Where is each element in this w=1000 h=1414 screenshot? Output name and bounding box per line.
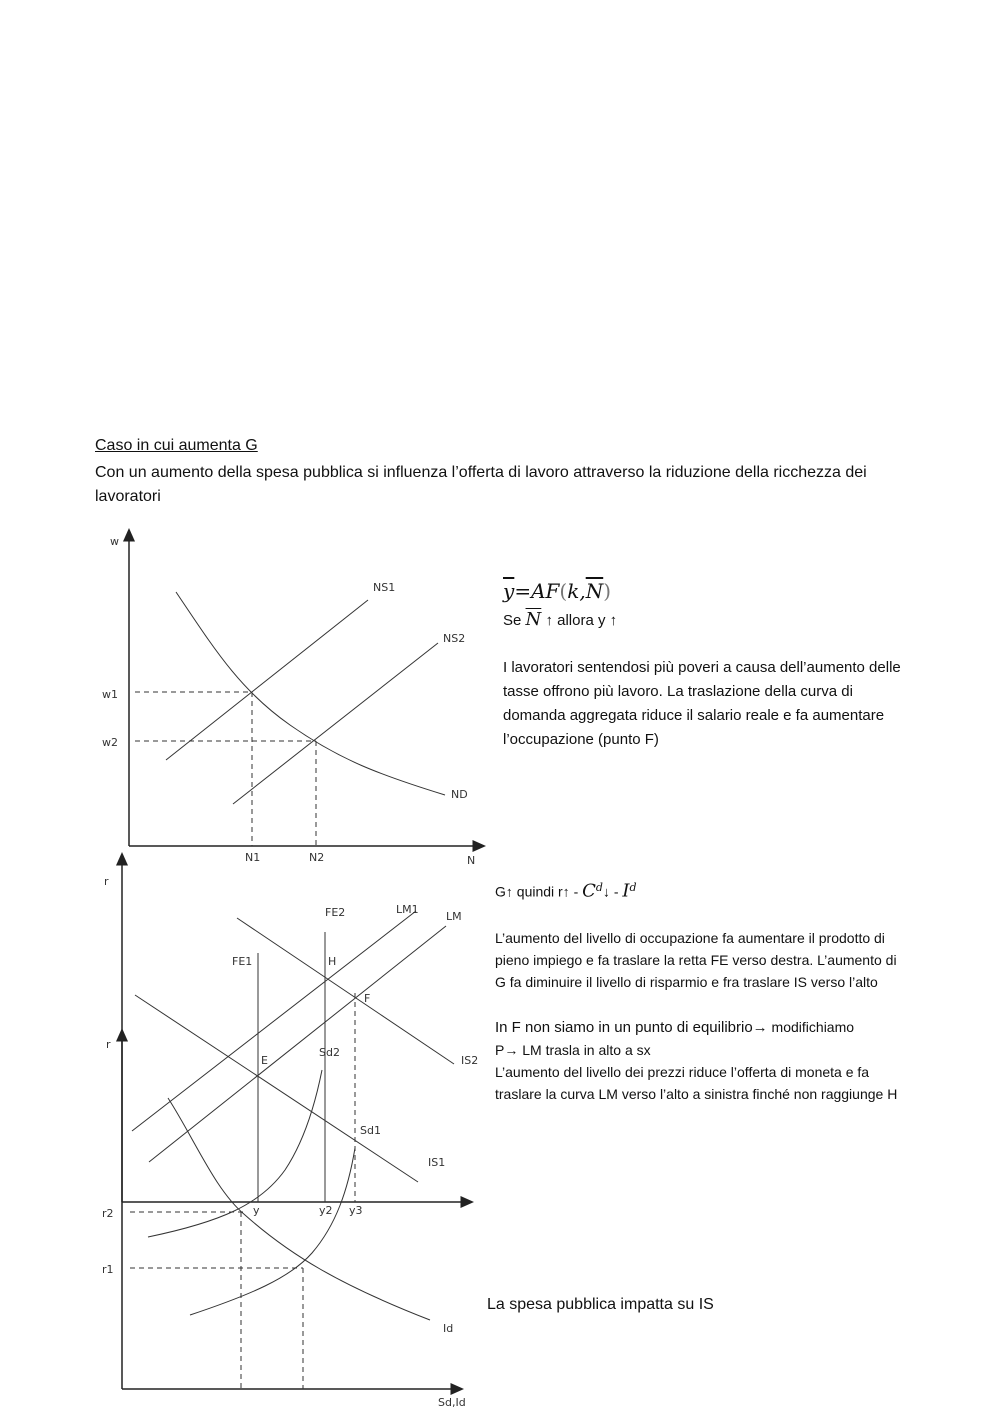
formula-n: $\overline{N}$: [585, 579, 604, 603]
ns1-curve: [166, 600, 368, 760]
sd2-curve: [148, 1070, 322, 1237]
sd1-curve: [190, 1148, 355, 1315]
fe2-label: FE2: [325, 906, 346, 919]
sd2-label: Sd2: [319, 1046, 340, 1059]
arrow-glyph: →: [752, 1019, 768, 1036]
id-sup: d: [629, 881, 637, 894]
arrow-glyph-2: →: [504, 1042, 519, 1058]
islm-line1-a: G↑ quindi r↑ -: [495, 883, 579, 900]
islm-r-axis-label: r: [104, 875, 109, 888]
islm-paragraph-2: [495, 1016, 915, 1039]
r1-label: r1: [102, 1263, 114, 1276]
lm-shift-text: LM trasla in alto a sx: [518, 1042, 651, 1058]
formula-y: $\overline{y}$: [503, 579, 515, 603]
n1-label: N1: [245, 851, 261, 864]
islm-paragraph-3: [495, 1039, 651, 1061]
p-text: P: [495, 1042, 505, 1058]
ns2-label: NS2: [443, 632, 466, 645]
is2-label: IS2: [461, 1054, 479, 1067]
section-title: Caso in cui aumenta G: [95, 437, 258, 454]
formula-open: (: [559, 579, 568, 603]
islm-paragraph-4: L’aumento del livello dei prezzi riduce l’offerta di moneta e fa traslare la curva LM verso l’alto a sinistra finché non raggiunge H: [495, 1064, 898, 1102]
formula-af: AF: [531, 579, 560, 603]
w1-label: w1: [102, 688, 118, 701]
point-h-label: H: [328, 955, 337, 968]
footer-note: La spesa pubblica impatta su IS: [487, 1296, 714, 1313]
is1-curve: [135, 995, 418, 1182]
modify-text: modifichiamo: [767, 1019, 855, 1035]
nd-curve: [176, 592, 445, 795]
formula-k: k: [567, 579, 580, 603]
saving-investment-graph: [102, 1034, 466, 1409]
cd-sup: d: [595, 881, 603, 894]
lm-label: LM: [446, 910, 462, 923]
se-line: [503, 608, 617, 633]
point-e-label: E: [261, 1054, 268, 1067]
point-f-label: F: [364, 992, 371, 1005]
formula-eq: =: [514, 579, 532, 603]
y-label: y: [253, 1204, 260, 1217]
se-n: $\overline{N}$: [525, 609, 542, 630]
lm1-label: LM1: [396, 903, 419, 916]
fe1-label: FE1: [232, 955, 253, 968]
islm-graph: [104, 858, 478, 1217]
cd-symbol: C: [582, 880, 596, 902]
is1-label: IS1: [428, 1156, 446, 1169]
formula-close: ): [603, 579, 612, 603]
equilibrium-text: In F non siamo in un punto di equilibrio: [495, 1019, 753, 1036]
n2-label: N2: [309, 851, 325, 864]
si-x-axis-label: Sd,Id: [438, 1396, 466, 1409]
sd1-label: Sd1: [360, 1124, 381, 1137]
id-label: Id: [443, 1322, 454, 1335]
se-prefix: Se: [503, 612, 522, 629]
y2-label: y2: [319, 1204, 333, 1217]
lm-curve: [149, 926, 446, 1162]
intro-paragraph: Con un aumento della spesa pubblica si influenza l’offerta di lavoro attraverso la riduzione della ricchezza dei lavoratori: [95, 464, 867, 505]
islm-paragraph-1: L’aumento del livello di occupazione fa aumentare il prodotto di pieno impiego e fa traslare la retta FE verso destra. L’aumento di G fa diminuire il livello di risparmio e fra traslare IS verso l’alto: [495, 930, 897, 990]
formula-comma: ,: [579, 579, 586, 603]
labor-market-graph: [102, 534, 480, 867]
nd-label: ND: [451, 788, 468, 801]
ns1-label: NS1: [373, 581, 396, 594]
si-r-axis-label: r: [106, 1038, 111, 1051]
islm-line1-b: ↓ -: [602, 883, 619, 900]
w-axis-label: w: [110, 535, 119, 548]
w2-label: w2: [102, 736, 118, 749]
ns2-curve: [233, 643, 438, 804]
labor-paragraph: I lavoratori sentendosi più poveri a causa dell’aumento delle tasse offrono più lavoro. La traslazione della curva di domanda aggregata riduce il salario reale e fa aumentare l’occupazione (punto F): [503, 659, 901, 748]
production-formula: [503, 579, 611, 604]
islm-line1: [495, 877, 637, 903]
y3-label: y3: [349, 1204, 363, 1217]
r2-label: r2: [102, 1207, 114, 1220]
n-axis-label: N: [467, 854, 476, 867]
se-suffix: ↑ allora y ↑: [545, 612, 618, 629]
id-curve: [168, 1098, 430, 1320]
id-symbol: I: [622, 880, 630, 902]
is2-curve: [237, 918, 454, 1064]
